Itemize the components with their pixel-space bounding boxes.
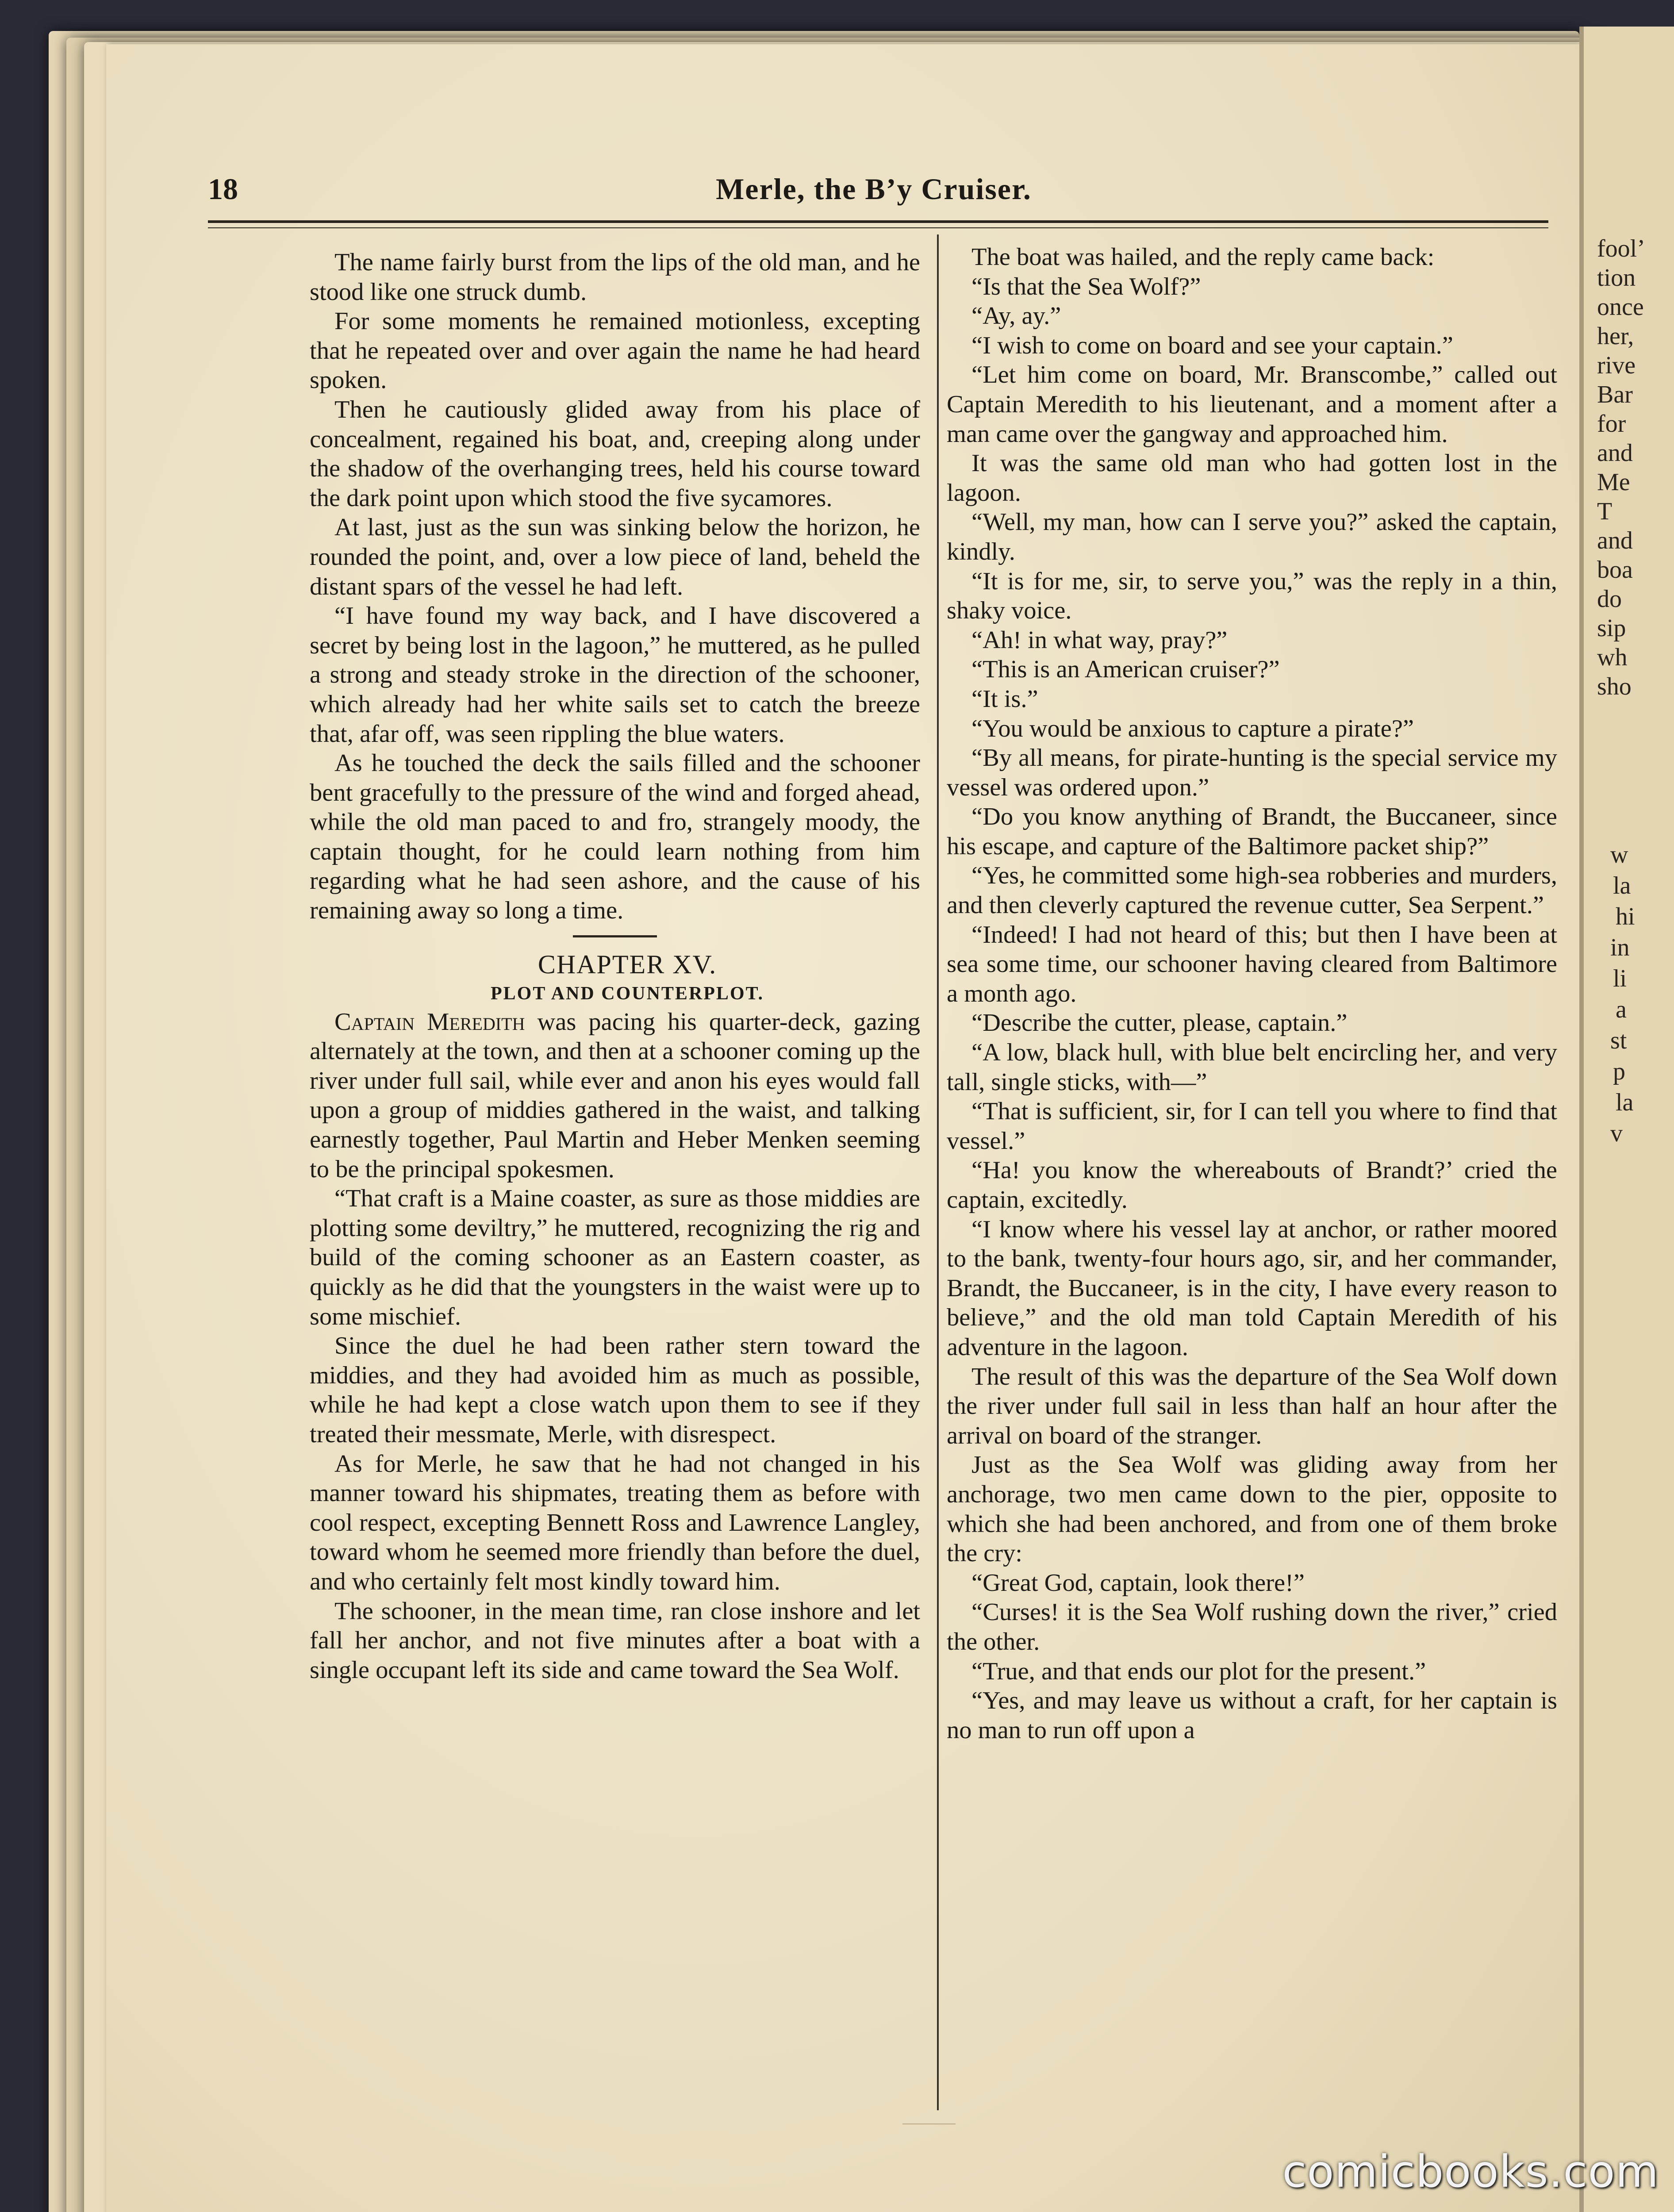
adjacent-page-text-fragment: a [1616,996,1627,1023]
chapter-opening-paragraph [310,1007,920,1184]
adjacent-page [1579,27,1674,2212]
adjacent-page-text-fragment: wh [1597,644,1628,671]
paragraph: “This is an American cruiser?” [971,656,1280,684]
adjacent-page-text-fragment: do [1597,585,1622,613]
paragraph: “Yes, he committed some high-sea robberies and murders, and then cleverly captured the revenue cutter, Sea Serpent.” [947,862,1557,919]
adjacent-page-text-fragment: and [1597,439,1633,467]
paragraph: “Yes, and may leave us without a craft, for her captain is no man to run off upon a [947,1687,1557,1744]
adjacent-page-text-fragment: and [1597,527,1633,554]
running-title: Merle, the B’y Cruiser. [716,172,1032,206]
paragraph: For some moments he remained motionless, excepting that he repeated over and over again the name he had heard spoken. [310,307,920,394]
watermark: comicbooks.com [1282,2146,1659,2197]
paragraph: “Ay, ay.” [971,302,1061,330]
adjacent-page-text-fragment: p [1613,1058,1625,1085]
paragraph: “By all means, for pirate-hunting is the special service my vessel was ordered upon.” [947,744,1557,801]
paragraph: “I know where his vessel lay at anchor, or rather moored to the bank, twenty-four hours ago, sir, and her commander, Brandt, the Buccaneer, is in the city, I have every reason to believe,” and the old man told Captain Meredith of his adventure in the lagoon. [947,1215,1557,1361]
paragraph: As he touched the deck the sails filled and the schooner bent gracefully to the pressure of the wind and forged ahead, while the old man paced to and fro, strangely moody, the captain thought, for he could learn nothing from him regarding what he had seen ashore, and the cause of his remaining away so long a time. [310,749,920,925]
paragraph: “A low, black hull, with blue belt encircling her, and very tall, single sticks, with—” [947,1039,1557,1096]
paragraph: Since the duel he had been rather stern toward the middies, and they had avoided him as much as possible, while he had kept a close watch upon them to see if they treated their messmate, Merle, with disrespect. [310,1332,920,1448]
adjacent-page-text-fragment: T [1597,498,1613,525]
paragraph: “Do you know anything of Brandt, the Buccaneer, since his escape, and capture of the Baltimore packet ship?” [947,803,1557,860]
chapter-subtitle: PLOT AND COUNTERPLOT. [490,983,764,1004]
opening-name: Captain Meredith [334,1008,525,1036]
adjacent-page-text-fragment: v [1610,1120,1623,1147]
paragraph: Just as the Sea Wolf was gliding away from her anchorage, two men came down to the pier, opposite to which she had been anchored, and from one of them broke the cry: [947,1451,1557,1567]
paragraph: The result of this was the departure of the Sea Wolf down the river under full sail in less than half an hour after the arrival on board of the stranger. [947,1363,1557,1449]
right-column [947,242,1557,1745]
paragraph: “That is sufficient, sir, for I can tell you where to find that vessel.” [947,1098,1557,1155]
opening-text: was pacing his quarter-deck, gazing alternately at the town, and then at a schooner coming up the river under full sail, while ever and anon his eyes would fall upon a group of middies gathered in the waist, and talking earnestly together, Paul Martin and Heber Menken seeming to be the principal spokesmen. [310,1008,920,1183]
paragraph: It was the same old man who had gotten lost in the lagoon. [947,449,1557,507]
adjacent-page-text-fragment: for [1597,410,1626,438]
paragraph: “It is for me, sir, to serve you,” was the reply in a thin, shaky voice. [947,567,1557,625]
paragraph: At last, just as the sun was sinking below the horizon, he rounded the point, and, over a low piece of land, beheld the distant spars of the vessel he had left. [310,514,920,600]
adjacent-page-text-fragment: boa [1597,556,1633,584]
paragraph: “You would be anxious to capture a pirate?” [971,714,1414,742]
adjacent-page-text-fragment: tion [1597,264,1636,292]
header-rule [208,220,1548,228]
paragraph: “That craft is a Maine coaster, as sure as those middies are plotting some deviltry,” he muttered, recognizing the rig and build of the coming schooner as an Eastern coaster, as quickly as he did that the youngsters in the waist were up to some mischief. [310,1185,920,1330]
adjacent-page-text-fragment: in [1610,934,1630,961]
paragraph: “It is.” [971,685,1038,713]
adjacent-page-text-fragment: w [1610,841,1628,868]
adjacent-page-text-fragment: la [1616,1089,1634,1116]
paragraph: The boat was hailed, and the reply came back: [971,243,1435,271]
page-header [208,172,1540,225]
paragraph: Then he cautiously glided away from his place of concealment, regained his boat, and, creeping along under the shadow of the overhanging trees, held his course toward the dark point upon which stood the five sycamores. [310,396,920,512]
paragraph: The schooner, in the mean time, ran close inshore and let fall her anchor, and not five minutes after a boat with a single occupant left its side and came toward the Sea Wolf. [310,1597,920,1684]
paragraph: “Well, my man, how can I serve you?” asked the captain, kindly. [947,508,1557,565]
paragraph: “Ah! in what way, pray?” [971,626,1228,654]
chapter-title: CHAPTER XV. [538,949,717,979]
paragraph: “True, and that ends our plot for the present.” [971,1657,1426,1685]
adjacent-page-text-fragment: rive [1597,352,1636,379]
left-column [310,248,920,1685]
adjacent-page-text-fragment: fool’ [1597,235,1645,262]
paragraph: The name fairly burst from the lips of the old man, and he stood like one struck dumb. [310,249,920,306]
paragraph: “Indeed! I had not heard of this; but then I have been at sea some time, our schooner having cleared from Baltimore a month ago. [947,921,1557,1007]
adjacent-page-text-fragment: once [1597,293,1644,321]
paragraph: As for Merle, he saw that he had not changed in his manner toward his shipmates, treating them as before with cool respect, excepting Bennett Ross and Lawrence Langley, toward whom he seemed more friendly than before the duel, and who certainly felt most kindly toward him. [310,1450,920,1595]
adjacent-page-text-fragment: sip [1597,614,1626,642]
paragraph: “I have found my way back, and I have discovered a secret by being lost in the lagoon,” he muttered, as he pulled a strong and steady stroke in the direction of the schooner, which already had her white sails set to catch the breeze that, afar off, was seen rippling the blue waters. [310,602,920,748]
adjacent-page-text-fragment: st [1610,1027,1627,1054]
paragraph: “Is that the Sea Wolf?” [971,273,1201,300]
chapter-divider-rule [573,935,657,937]
adjacent-page-text-fragment: Bar [1597,381,1633,408]
paragraph: “Great God, captain, look there!” [971,1569,1305,1597]
adjacent-page-text-fragment: li [1613,965,1627,992]
paragraph: “Ha! you know the whereabouts of Brandt?’ cried the captain, excitedly. [947,1156,1557,1214]
adjacent-page-text-fragment: sho [1597,673,1632,700]
column-divider [937,234,939,2110]
page-number: 18 [208,172,238,206]
paragraph: “I wish to come on board and see your captain.” [971,331,1453,359]
paragraph: “Curses! it is the Sea Wolf rushing down the river,” cried the other. [947,1598,1557,1655]
adjacent-page-text-fragment: la [1613,872,1631,899]
paragraph: “Describe the cutter, please, captain.” [971,1009,1348,1037]
paragraph: “Let him come on board, Mr. Branscombe,” called out Captain Meredith to his lieutenant, and a moment after a man came over the gangway and approached him. [947,361,1557,448]
adjacent-page-text-fragment: hi [1616,903,1635,930]
adjacent-page-text-fragment: Me [1597,469,1630,496]
adjacent-page-text-fragment: her, [1597,323,1634,350]
